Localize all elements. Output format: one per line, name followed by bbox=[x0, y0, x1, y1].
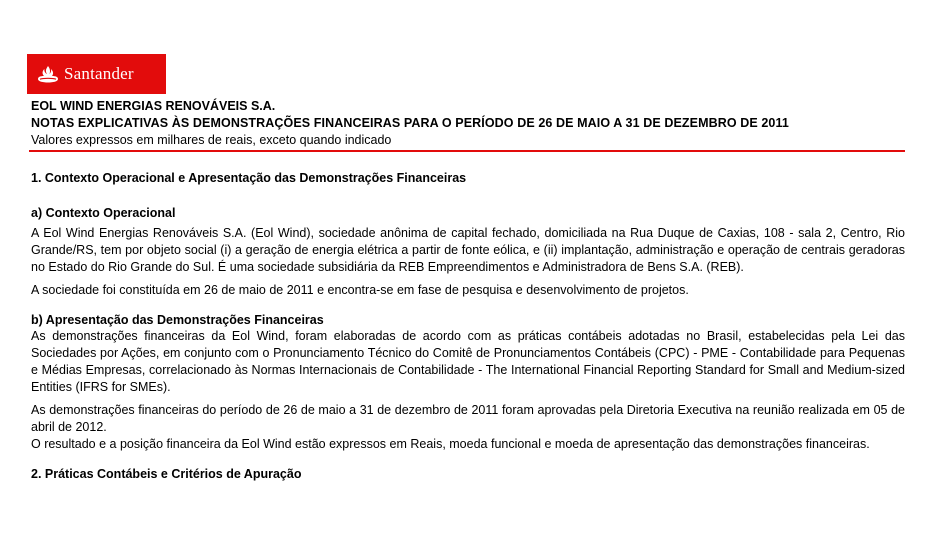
paragraph: As demonstrações financeiras do período de 26 de maio a 31 de dezembro de 2011 foram aprovadas pela Diretoria Executiva na reunião realizada em 05 de abril de 2012. bbox=[31, 403, 905, 434]
flame-icon bbox=[37, 65, 59, 83]
document-subtitle: Valores expressos em milhares de reais, exceto quando indicado bbox=[31, 133, 392, 147]
paragraph: A sociedade foi constituída em 26 de maio de 2011 e encontra-se em fase de pesquisa e desenvolvimento de projetos. bbox=[31, 283, 689, 297]
section-2-title: 2. Práticas Contábeis e Critérios de Apuração bbox=[31, 467, 302, 481]
document-title: NOTAS EXPLICATIVAS ÀS DEMONSTRAÇÕES FINANCEIRAS PARA O PERÍODO DE 26 DE MAIO A 31 DE DEZEMBRO DE 2011 bbox=[31, 116, 789, 130]
header-divider bbox=[29, 150, 905, 152]
document-header bbox=[31, 98, 907, 148]
section-1-title: 1. Contexto Operacional e Apresentação das Demonstrações Financeiras bbox=[31, 171, 467, 185]
section-1b-title: b) Apresentação das Demonstrações Financeiras bbox=[31, 313, 324, 327]
section-1a-title: a) Contexto Operacional bbox=[31, 206, 176, 220]
paragraph: O resultado e a posição financeira da Eol Wind estão expressos em Reais, moeda funcional e moeda de apresentação das demonstrações financeiras. bbox=[31, 437, 870, 451]
paragraph: As demonstrações financeiras da Eol Wind, foram elaboradas de acordo com as práticas contábeis adotadas no Brasil, estabelecidas pela Lei das Sociedades por Ações, em conjunto com o Pronunciamento Técnico do Comitê de Pronunciamentos Contábeis (CPC) - PME - Contabilidade para Pequenas e Médias Empresas, correlacionado às Normas Internacionais de Contabilidade - The International Financial Reporting Standard for Small and Medium-sized Entities (IFRS for SMEs). bbox=[31, 329, 905, 394]
santander-logo bbox=[27, 54, 166, 94]
paragraph: A Eol Wind Energias Renováveis S.A. (Eol Wind), sociedade anônima de capital fechado, domiciliada na Rua Duque de Caxias, 108 - sala 2, Centro, Rio Grande/RS, tem por objeto social (i) a geração de energia elétrica a partir de fonte eólica, e (ii) implantação, administração e operação de centrais geradoras no Estado do Rio Grande do Sul. É uma sociedade subsidiária da REB Empreendimentos e Administradora de Bens S.A. (REB). bbox=[31, 226, 905, 274]
document-body bbox=[31, 170, 905, 482]
brand-name: Santander bbox=[64, 64, 134, 83]
company-name: EOL WIND ENERGIAS RENOVÁVEIS S.A. bbox=[31, 99, 276, 113]
